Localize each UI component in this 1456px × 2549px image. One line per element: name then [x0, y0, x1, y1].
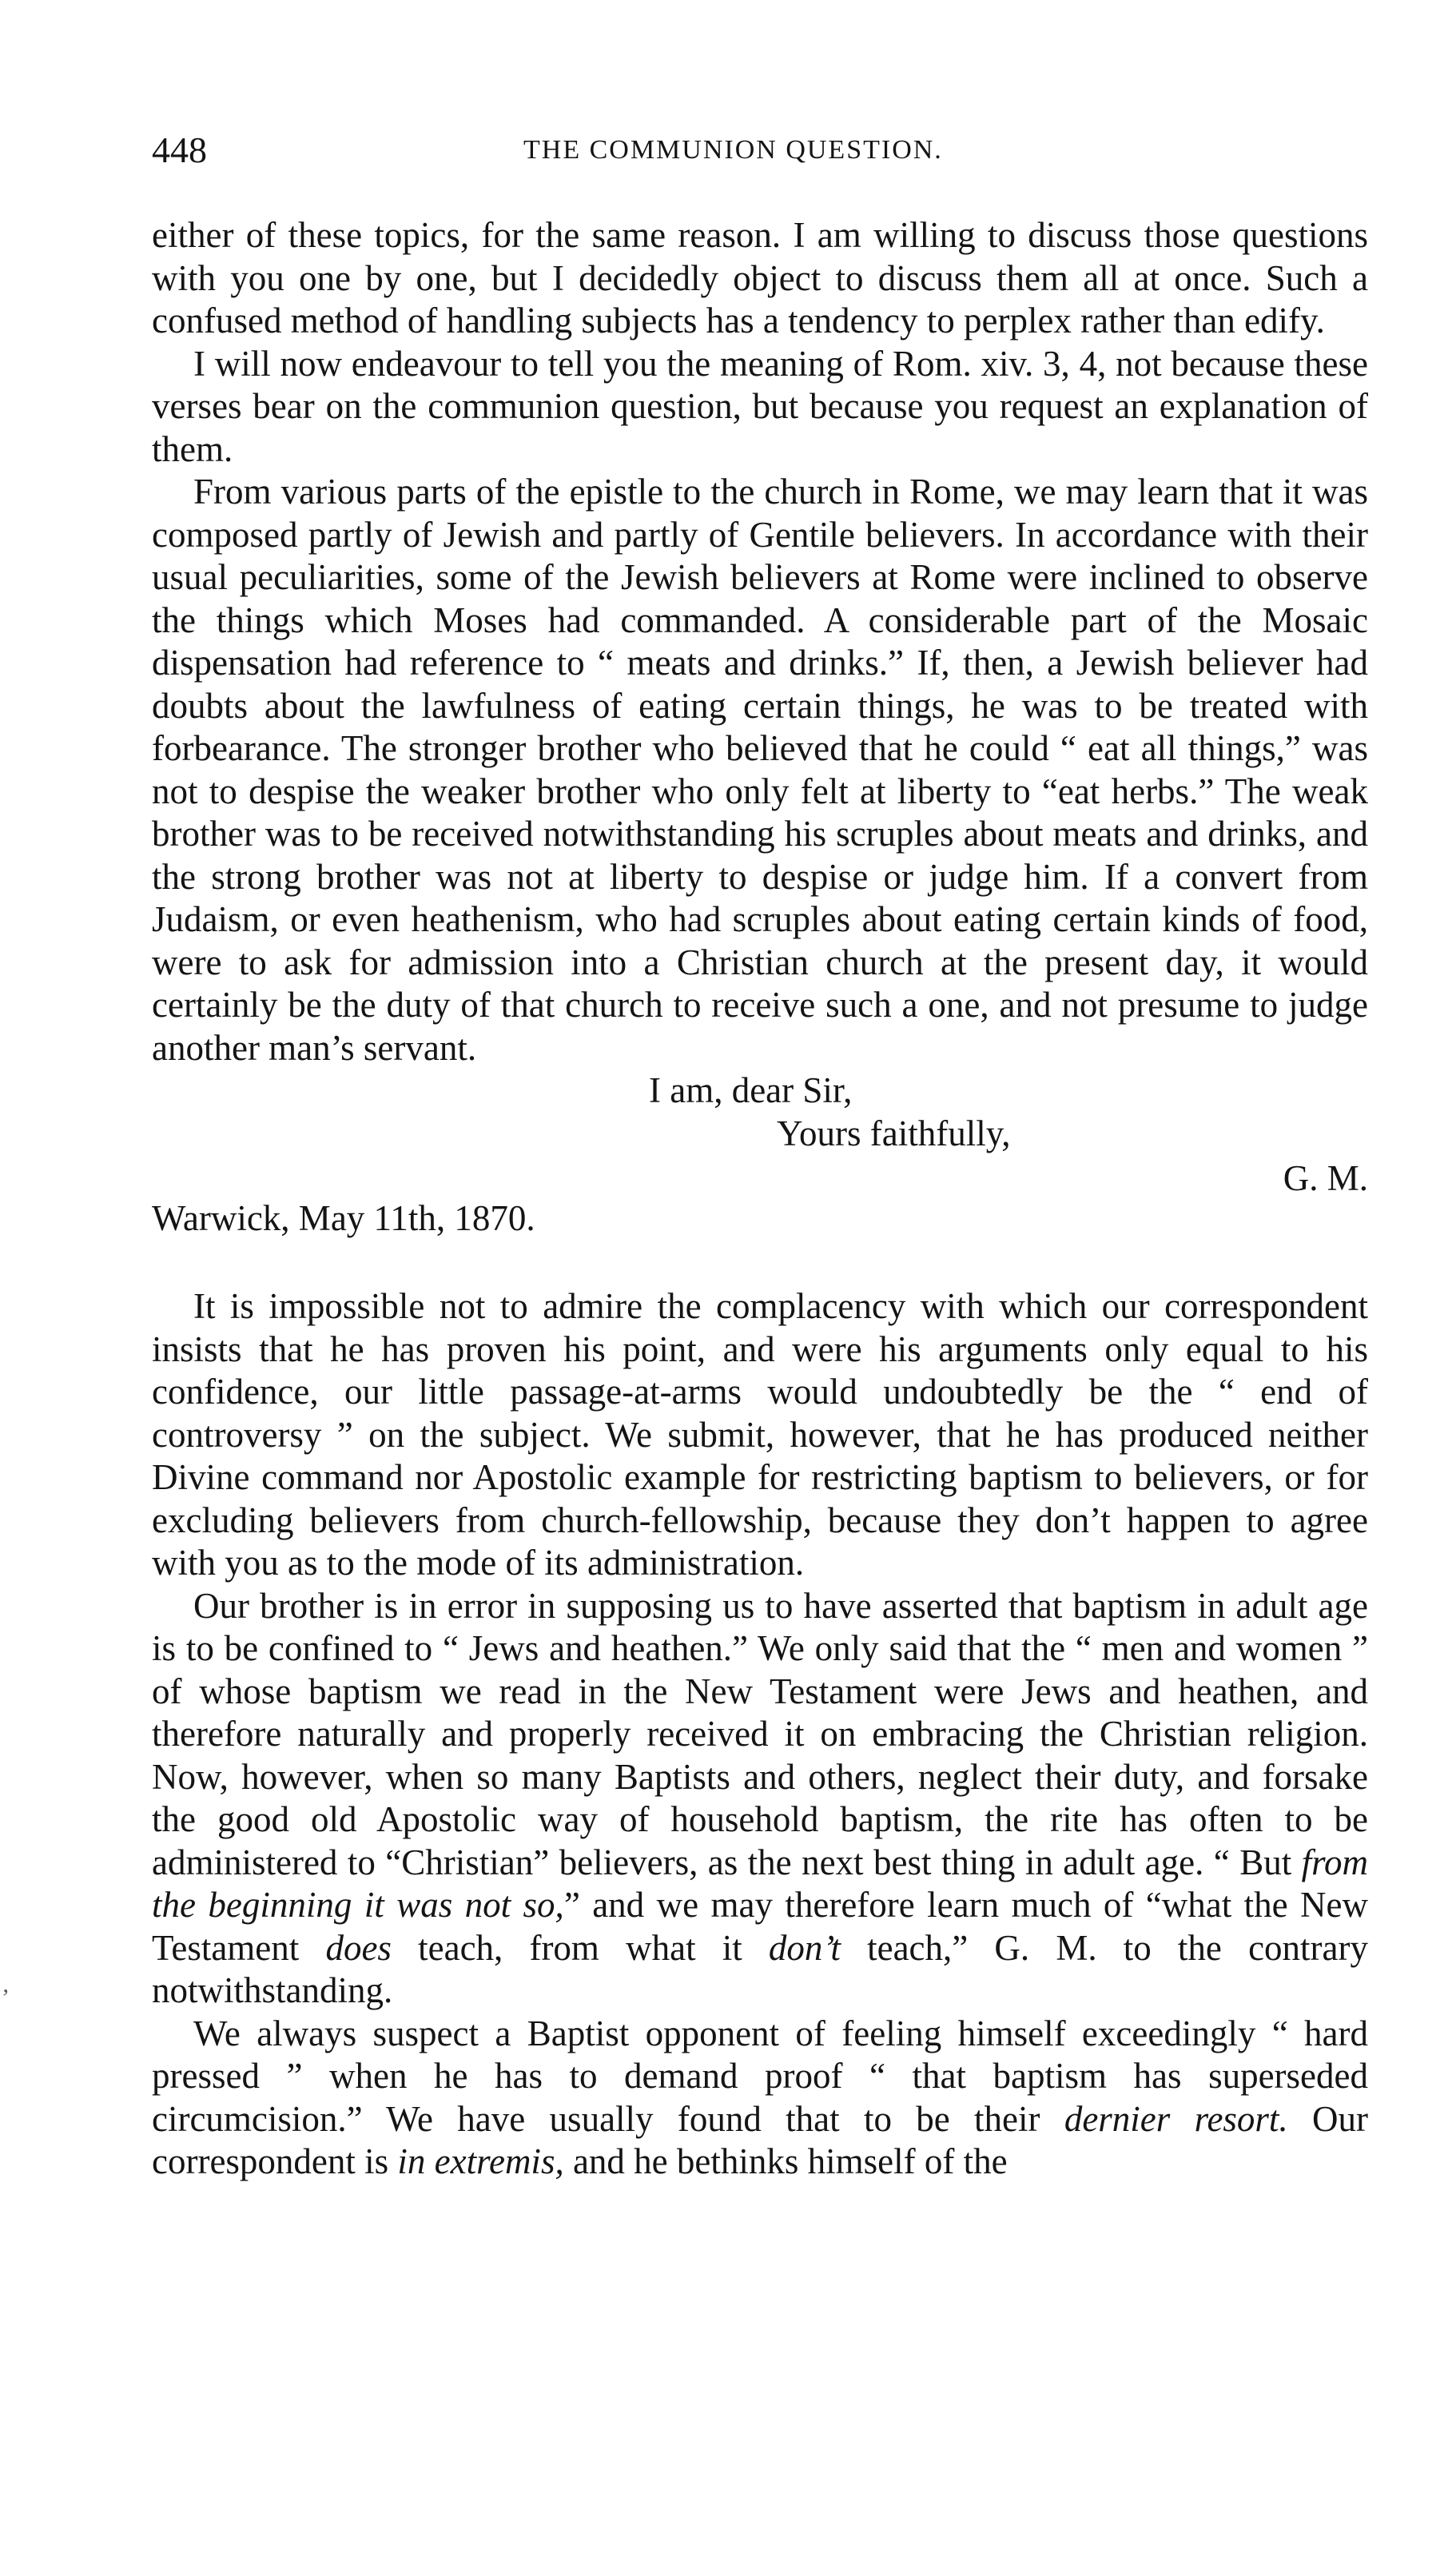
p5-italic-1: from the beginning it was not so,	[152, 1842, 1368, 1925]
p5-text-d: teach,” G. M. to the contrary notwithstanding.	[152, 1927, 1368, 2010]
paragraph-2: I will now endeavour to tell you the meaning of Rom. xiv. 3, 4, not because these verses bear on the communion question, but because you request an explanation of them.	[152, 343, 1368, 469]
page-number: 448	[152, 129, 207, 170]
p5-text-c: teach, from what it	[391, 1927, 769, 1968]
p6-italic-2: in extremis,	[397, 2141, 564, 2181]
signature: G. M.	[1283, 1158, 1368, 1198]
paragraph-6	[152, 2013, 1368, 2184]
page-header	[152, 126, 1366, 174]
p5-text-b: ” and we may therefore learn much of “what the New Testament	[152, 1885, 1368, 1968]
p6-text-b: Our correspondent is	[152, 2098, 1368, 2181]
page-body	[152, 214, 1368, 2184]
p5-italic-3: don’t	[768, 1927, 841, 1968]
margin-mark: ‚	[2, 1971, 10, 1997]
closing-salutation: I am, dear Sir,	[649, 1070, 853, 1110]
p6-text-a: We always suspect a Baptist opponent of feeling himself exceedingly “ hard pressed ” when he has to demand proof “ that baptism has superseded circumcision.” We have usually found that to be their	[152, 2013, 1368, 2139]
paragraph-1: either of these topics, for the same reason. I am willing to discuss those questions with you one by one, but I decidedly object to discuss them all at once. Such a confused method of handling subjects has a tendency to perplex rather than edify.	[152, 215, 1368, 341]
paragraph-5	[152, 1585, 1368, 2013]
letter-closing	[152, 1069, 1368, 1241]
paragraph-3: From various parts of the epistle to the church in Rome, we may learn that it was composed partly of Jewish and partly of Gentile believers. In accordance with their usual peculiarities, some of the Jewish believers at Rome were inclined to observe the things which Moses had commanded. A considerable part of the Mosaic dispensation had reference to “ meats and drinks.” If, then, a Jewish believer had doubts about the lawfulness of eating certain things, he was to be treated with forbearance. The stronger brother who believed that he could “ eat all things,” was not to despise the weaker brother who only felt at liberty to “eat herbs.” The weak brother was to be received notwithstanding his scruples about meats and drinks, and the strong brother was not at liberty to despise or judge him. If a convert from Judaism, or even heathenism, who had scruples about eating certain kinds of food, were to ask for admission into a Christian church at the present day, it would certainly be the duty of that church to receive such a one, and not presume to judge another man’s servant.	[152, 472, 1368, 1068]
paragraph-4: It is impossible not to admire the complacency with which our correspondent insists that he has proven his point, and were his arguments only equal to his confidence, our little passage-at-arms would undoubtedly be the “ end of controversy ” on the subject. We submit, however, that he has produced neither Divine command nor Apostolic example for restricting baptism to believers, or for excluding believers from church-fellowship, because they don’t happen to agree with you as to the mode of its administration.	[152, 1286, 1368, 1583]
section-gap	[152, 1241, 1368, 1285]
p6-text-c: and he bethinks himself of the	[563, 2141, 1008, 2181]
dateline: Warwick, May 11th, 1870.	[152, 1198, 535, 1238]
p5-text-a: Our brother is in error in supposing us to have asserted that baptism in adult age is to be confined to “ Jews and heathen.” We only said that the “ men and women ” of whose baptism we read in the New Testament were Jews and heathen, and therefore naturally and properly received it on embracing the Christian religion. Now, however, when so many Baptists and others, neglect their duty, and forsake the good old Apostolic way of household baptism, the rite has often to be administered to “Christian” believers, as the next best thing in adult age. “ But	[152, 1585, 1368, 1882]
closing-valediction: Yours faithfully,	[777, 1113, 1011, 1153]
running-title: THE COMMUNION QUESTION.	[523, 135, 943, 165]
p6-italic-1: dernier resort.	[1064, 2098, 1288, 2139]
p5-italic-2: does	[325, 1927, 392, 1968]
